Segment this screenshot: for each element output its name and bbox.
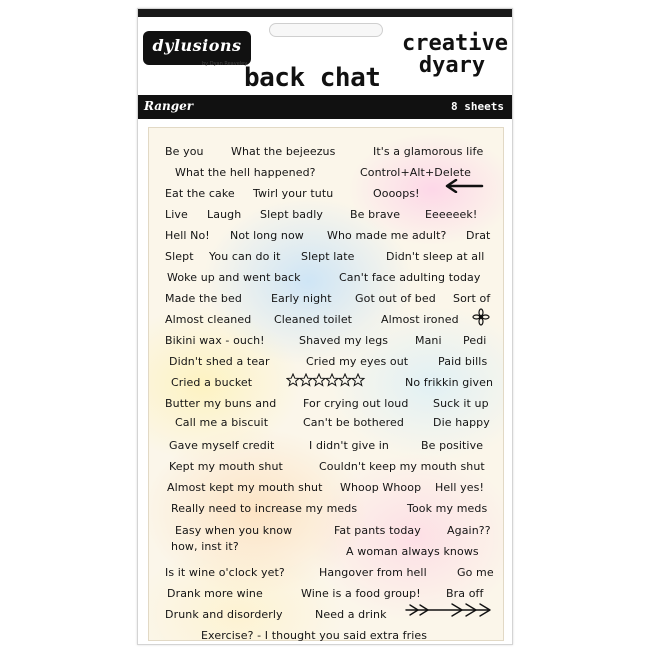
sticker-phrase: Really need to increase my meds — [171, 502, 358, 515]
sticker-phrase: Control+Alt+Delete — [360, 166, 472, 179]
sticker-phrase: You can do it — [209, 250, 281, 263]
sticker-phrase: Fat pants today — [334, 524, 421, 537]
sticker-phrase: Exercise? - I thought you said extra fries — [201, 629, 428, 642]
sticker-phrase: Couldn't keep my mouth shut — [319, 460, 485, 473]
sticker-phrase: Can't face adulting today — [339, 271, 481, 284]
flower-icon — [472, 308, 490, 326]
sticker-phrase: Can't be bothered — [303, 416, 404, 429]
sticker-phrase: Be you — [165, 145, 204, 158]
sticker-phrase: I didn't give in — [309, 439, 390, 452]
sticker-phrase: Is it wine o'clock yet? — [165, 566, 285, 579]
sticker-phrase: Laugh — [207, 208, 242, 221]
sticker-phrase: Butter my buns and — [165, 397, 277, 410]
sticker-phrase: Cleaned toilet — [274, 313, 353, 326]
sticker-phrase: Didn't sleep at all — [386, 250, 485, 263]
sticker-phrase: Cried a bucket — [171, 376, 253, 389]
sticker-phrase: Woke up and went back — [167, 271, 301, 284]
stars-icon — [286, 373, 366, 387]
sticker-phrase: Again?? — [447, 524, 491, 537]
sticker-phrase: Bra off — [446, 587, 484, 600]
sticker-phrase: Die happy — [433, 416, 490, 429]
dylusions-logo — [143, 31, 251, 65]
sticker-phrase: A woman always knows — [346, 545, 479, 558]
sticker-phrase: Drat — [466, 229, 491, 242]
brand-line-2: dyary — [418, 53, 486, 78]
sticker-phrase: Wine is a food group! — [301, 587, 421, 600]
sticker-phrase: Bikini wax - ouch! — [165, 334, 265, 347]
sticker-phrase: For crying out loud — [303, 397, 409, 410]
sticker-phrase: Be brave — [350, 208, 401, 221]
sticker-phrase: Almost ironed — [381, 313, 459, 326]
logo-text: dylusions — [152, 36, 242, 55]
sticker-phrase: Whoop Whoop — [340, 481, 422, 494]
sticker-phrase: Mani — [415, 334, 442, 347]
sticker-phrase: Go me — [457, 566, 494, 579]
top-band — [138, 9, 512, 17]
sticker-sheet — [148, 127, 504, 641]
sticker-phrase: Kept my mouth shut — [169, 460, 283, 473]
sticker-phrase: Shaved my legs — [299, 334, 389, 347]
hang-hole — [269, 23, 383, 37]
sheet-count: 8 sheets — [451, 100, 504, 113]
sticker-phrase: Almost cleaned — [165, 313, 252, 326]
sticker-phrase: Paid bills — [438, 355, 488, 368]
sticker-phrase: Eat the cake — [165, 187, 235, 200]
sticker-phrase: Got out of bed — [355, 292, 436, 305]
sticker-phrase: Twirl your tutu — [253, 187, 334, 200]
sticker-phrase: Eeeeeek! — [425, 208, 478, 221]
sticker-phrase: Hell yes! — [435, 481, 484, 494]
sticker-phrase: What the bejeezus — [231, 145, 336, 158]
sticker-phrase: Not long now — [230, 229, 304, 242]
sticker-phrase: Need a drink — [315, 608, 387, 621]
sticker-phrase: No frikkin given — [405, 376, 494, 389]
maker-logo: Ranger — [144, 99, 194, 113]
arrow-left-icon — [444, 179, 484, 193]
sticker-phrase: Be positive — [421, 439, 484, 452]
sticker-phrase: Call me a biscuit — [175, 416, 269, 429]
sticker-phrase: Took my meds — [407, 502, 488, 515]
sticker-phrase: Almost kept my mouth shut — [167, 481, 323, 494]
sticker-phrase: how, inst it? — [171, 540, 239, 553]
sticker-phrase: Hell No! — [165, 229, 210, 242]
arrow-right-icon — [404, 602, 494, 618]
sticker-phrase: Easy when you know — [175, 524, 293, 537]
sticker-phrase: Gave myself credit — [169, 439, 275, 452]
sticker-phrase: Cried my eyes out — [306, 355, 409, 368]
sticker-phrase: Slept — [165, 250, 194, 263]
creative-dyary-brand — [402, 31, 508, 78]
sticker-phrase: Made the bed — [165, 292, 242, 305]
sticker-phrase: It's a glamorous life — [373, 145, 484, 158]
sticker-phrase: Pedi — [463, 334, 487, 347]
sticker-phrase: Who made me adult? — [327, 229, 447, 242]
sticker-phrase: Slept badly — [260, 208, 323, 221]
sticker-phrase: Oooops! — [373, 187, 420, 200]
sticker-phrase: Didn't shed a tear — [169, 355, 270, 368]
product-package — [137, 8, 513, 645]
brand-line-1: creative — [402, 31, 508, 56]
sticker-phrase: Hangover from hell — [319, 566, 427, 579]
sticker-phrase: What the hell happened? — [175, 166, 316, 179]
sticker-phrase: Sort of — [453, 292, 491, 305]
sticker-phrase: Early night — [271, 292, 332, 305]
sticker-phrase: Drunk and disorderly — [165, 608, 283, 621]
info-bar — [138, 95, 512, 119]
product-title: back chat — [244, 63, 381, 93]
sticker-phrase: Live — [165, 208, 188, 221]
sticker-phrase: Suck it up — [433, 397, 489, 410]
sticker-phrase: Slept late — [301, 250, 355, 263]
sticker-phrase: Drank more wine — [167, 587, 263, 600]
logo-subtext: by Dyan Reaveley — [202, 61, 248, 67]
